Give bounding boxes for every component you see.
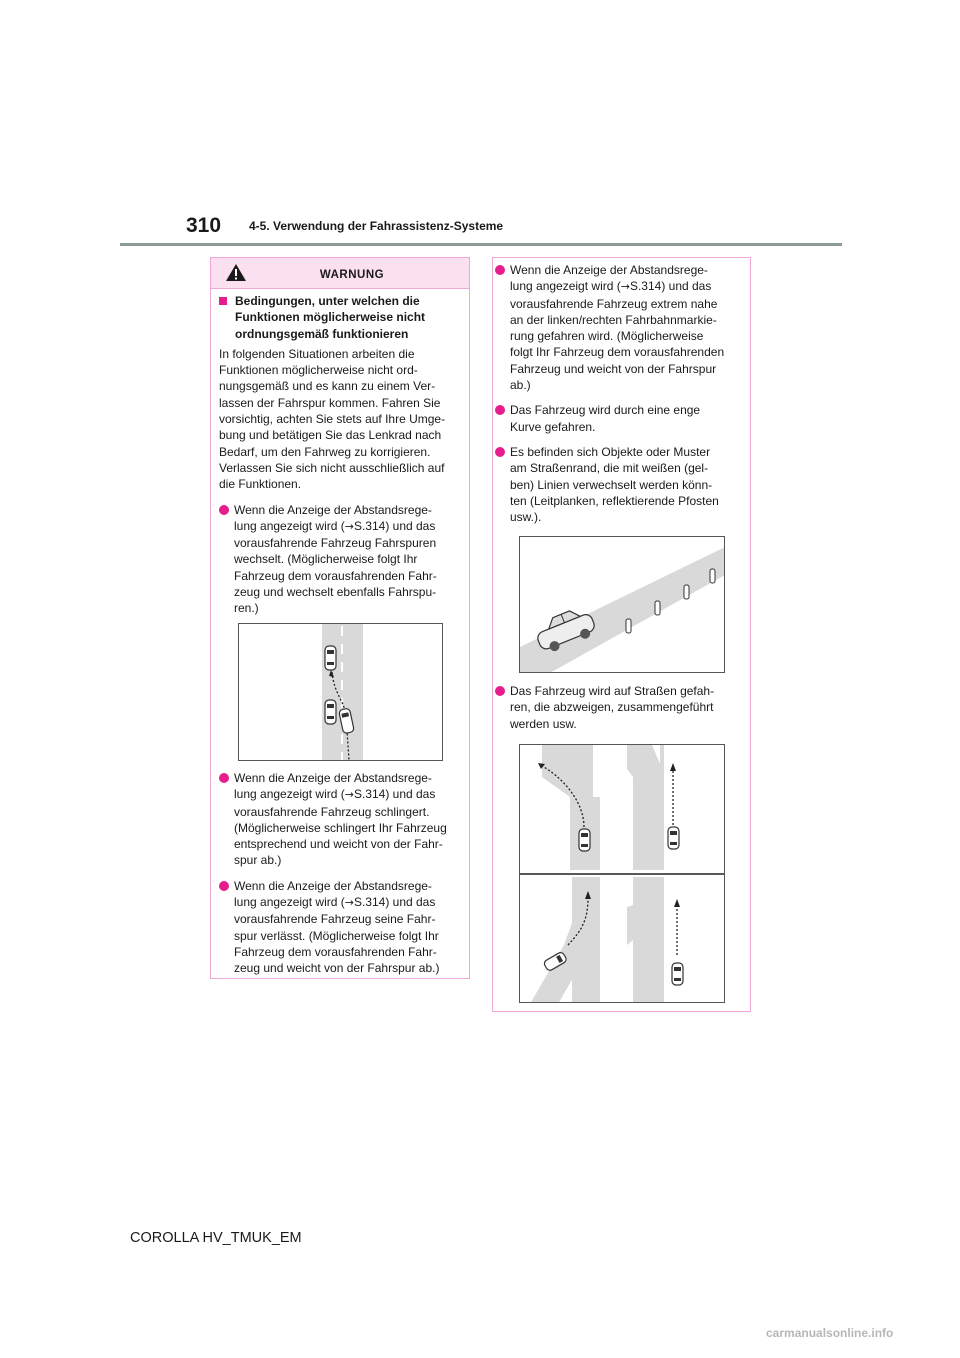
warning-bullet-3: Wenn die Anzeige der Abstandsrege- lung angezeigt wird (→S.314) und das vorausfahrende Fahrzeug seine Fahr- spur verlässt. (Möglicherweise folgt Ihr Fahrzeug dem vorausfahrenden Fahr- zeug und weicht von der Fahrspur ab.) <box>219 878 469 977</box>
reference-arrow-icon: → <box>344 788 354 802</box>
warning-content <box>219 293 469 617</box>
bullet-dot-icon <box>495 265 505 275</box>
square-bullet-icon <box>219 297 227 305</box>
figure-branching-roads <box>519 744 725 1003</box>
figure-roadside-posts <box>519 536 725 673</box>
figure-lane-change <box>238 623 443 761</box>
footer-model: COROLLA HV_TMUK_EM <box>130 1230 302 1246</box>
warning-title: WARNUNG <box>319 269 385 281</box>
bullet-dot-icon <box>495 686 505 696</box>
warning-bullet-2: Wenn die Anzeige der Abstandsrege- lung angezeigt wird (→S.314) und das vorausfahrende Fahrzeug schlingert. (Möglicherweise schlingert Ihr Fahrzeug entsprechend und weicht von der Fahr- spur ab.) <box>219 770 469 869</box>
warning-intro: In folgenden Situationen arbeiten die Funktionen möglicherweise nicht ord- nungsgemäß und es kann zu einem Ver- lassen der Fahrspur kommen. Fahren Sie vorsichtig, achten Sie stets auf Ihre Umge- bung und betätigen Sie das Lenkrad nach Bedarf, um den Fahrweg zu korrigieren. Verlassen Sie sich nicht ausschließlich auf die Funktionen. <box>219 346 446 492</box>
right-bullet-4: Das Fahrzeug wird auf Straßen gefah- ren, die abzweigen, zusammengeführt werden usw. <box>495 683 745 732</box>
continued-warning-box <box>492 257 751 1012</box>
roadside-posts-illustration <box>520 537 725 673</box>
right-bullet-2: Das Fahrzeug wird durch eine enge Kurve gefahren. <box>495 402 745 435</box>
warning-content-2 <box>219 770 469 977</box>
page-number: 310 <box>186 214 222 237</box>
bullet-dot-icon <box>219 881 229 891</box>
bullet-dot-icon <box>219 505 229 515</box>
warning-box <box>210 257 470 979</box>
right-bullet-3: Es befinden sich Objekte oder Muster am Straßenrand, die mit weißen (gel- ben) Linien verwechselt werden könn- ten (Leitplanken, reflektierende Pfosten usw.). <box>495 444 745 525</box>
warning-bullet-1: Wenn die Anzeige der Abstandsrege- lung angezeigt wird (→S.314) und das vorausfahrende Fahrzeug Fahrspuren wechselt. (Möglicherweise folgt Ihr Fahrzeug dem vorausfahrenden Fahr- zeug und wechselt ebenfalls Fahrspu- ren.) <box>219 502 469 617</box>
warning-header <box>211 258 469 289</box>
header-divider <box>120 243 842 246</box>
bullet-dot-icon <box>495 447 505 457</box>
bullet-dot-icon <box>495 405 505 415</box>
bullet-dot-icon <box>219 773 229 783</box>
watermark-link[interactable]: carmanualsonline.info <box>766 1326 894 1340</box>
reference-arrow-icon: → <box>620 280 630 294</box>
section-title: 4-5. Verwendung der Fahrassistenz-Systeme <box>249 219 504 233</box>
reference-arrow-icon: → <box>344 896 354 910</box>
right-bullet-1: Wenn die Anzeige der Abstandsrege- lung angezeigt wird (→S.314) und das vorausfahrende Fahrzeug extrem nahe an der linken/rechten Fahrbahnmarkie- rung gefahren wird. (Möglicherweise folgt Ihr Fahrzeug dem vorausfahrenden Fahrzeug und weicht von der Fahrspur ab.) <box>495 262 745 393</box>
right-content <box>495 262 745 525</box>
lane-change-illustration <box>239 624 443 761</box>
branching-roads-illustration <box>520 745 725 1003</box>
warning-triangle-icon <box>225 263 247 282</box>
right-content-2 <box>495 683 745 732</box>
warning-subhead: Bedingungen, unter welchen die Funktionen möglicherweise nicht ordnungsgemäß funktionieren <box>219 293 469 342</box>
reference-arrow-icon: → <box>344 519 354 533</box>
